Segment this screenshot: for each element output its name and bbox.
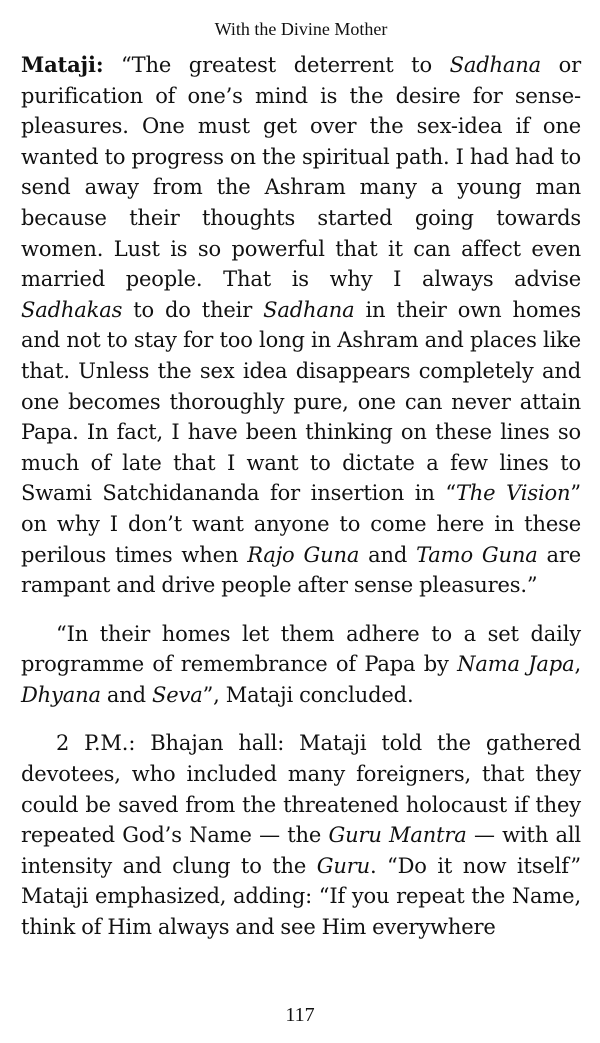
italic-term: Guru [316,853,370,878]
italic-term: Sadhana [449,53,541,77]
text-run: 2 P.M.: Bhajan hall: Mataji told the gathered devotees, who included many foreigners, that they could be saved from the threatened holocaust if they repeated God’s Name — the [21,731,581,848]
italic-term: Sadhakas [21,297,123,322]
paragraph [21,728,581,942]
italic-term: Tamo Guna [416,542,538,567]
italic-term: Seva [151,682,203,707]
text-run: , [574,652,581,677]
paragraph [21,619,581,711]
text-run: — with all intensity and clung to the [21,823,581,878]
italic-term: Rajo Guna [247,542,360,567]
text-run: or purification of one’s mind is the desire for sense-pleasures. One must get over the sex-idea if one wanted to progress on the spiritual path. I had had to send away from the Ashram many a young man because their thoughts started going towards women. Lust is so powerful that it can affect even married people. That is why I always advise [21,53,581,292]
italic-term: The Vision [455,481,571,506]
body-text [21,50,581,943]
text-run: in their own homes and not to stay for too long in Ashram and places like that. Unless the sex idea disappears completely and one becomes thoroughly pure, one can never attain Papa. In fact, I have been thinking on these lines so much of late that I want to dictate a few lines to Swami Satchidananda for insertion in “ [21,297,581,506]
text-run: ” on why I don’t want anyone to come here in these perilous times when [21,481,581,567]
speaker-label: Mataji: [21,52,104,77]
text-run: are rampant and drive people after sense pleasures.” [21,542,582,598]
italic-term: Nama Japa [457,652,575,677]
text-run: ”, Mataji concluded. [202,682,414,707]
text-run: “In their homes let them adhere to a set daily programme of remembrance of Papa by [21,621,581,677]
text-run: to do their [122,297,264,322]
text-run: and [359,542,417,567]
text-run: “The greatest deterrent to [103,53,450,77]
text-run: . “Do it now itself” Mataji emphasized, adding: “If you repeat the Name, think of Him always and see Him everywhere [21,853,581,940]
paragraph [21,50,581,601]
italic-term: Guru Mantra [328,823,467,848]
page-number: 117 [285,1004,315,1026]
italic-term: Dhyana [21,682,101,707]
text-run: and [100,682,152,707]
running-head: With the Divine Mother [214,19,388,39]
italic-term: Sadhana [263,297,355,322]
